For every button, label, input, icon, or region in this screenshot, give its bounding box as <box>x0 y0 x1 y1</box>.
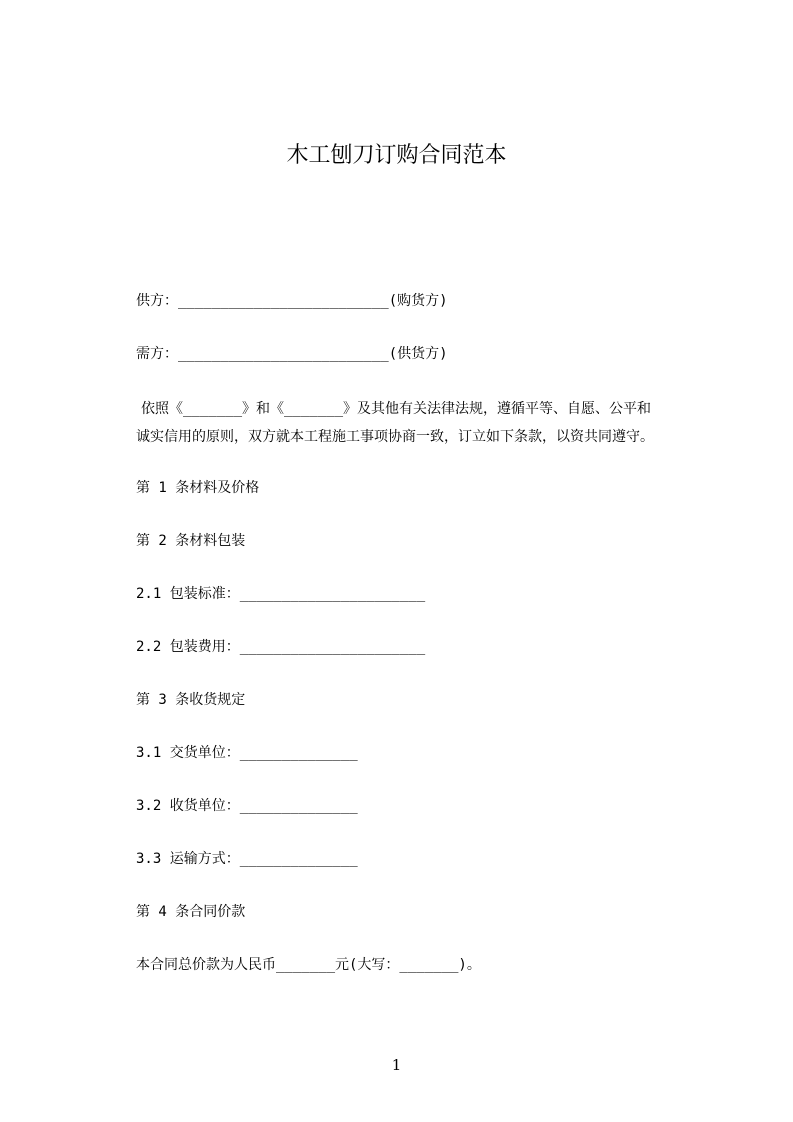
page-number: 1 <box>391 1056 402 1074</box>
article-1-heading: 第 1 条材料及价格 <box>136 480 260 496</box>
article-3-heading: 第 3 条收货规定 <box>136 692 246 708</box>
document-title: 木工刨刀订购合同范本 <box>286 143 507 168</box>
item-2-1: 2.1 包装标准：______________________ <box>136 586 426 602</box>
intro-paragraph <box>136 395 706 451</box>
intro-line-1: 依照《_______》和《_______》及其他有关法律法规，遵循平等、自愿、公平和 <box>141 401 652 417</box>
total-price-line: 本合同总价款为人民币_______元(大写：_______)。 <box>136 957 481 973</box>
item-3-3: 3.3 运输方式：______________ <box>136 851 358 867</box>
article-2-heading: 第 2 条材料包装 <box>136 533 246 549</box>
item-3-1: 3.1 交货单位：______________ <box>136 745 358 761</box>
item-2-2: 2.2 包装费用：______________________ <box>136 639 426 655</box>
intro-line-2: 诚实信用的原则，双方就本工程施工事项协商一致，订立如下条款，以资共同遵守。 <box>136 429 654 445</box>
item-3-2: 3.2 收货单位：______________ <box>136 798 358 814</box>
buyer-line: 需方：_________________________(供货方) <box>136 346 448 362</box>
supplier-line: 供方：_________________________(购货方) <box>136 293 448 309</box>
article-4-heading: 第 4 条合同价款 <box>136 904 246 920</box>
